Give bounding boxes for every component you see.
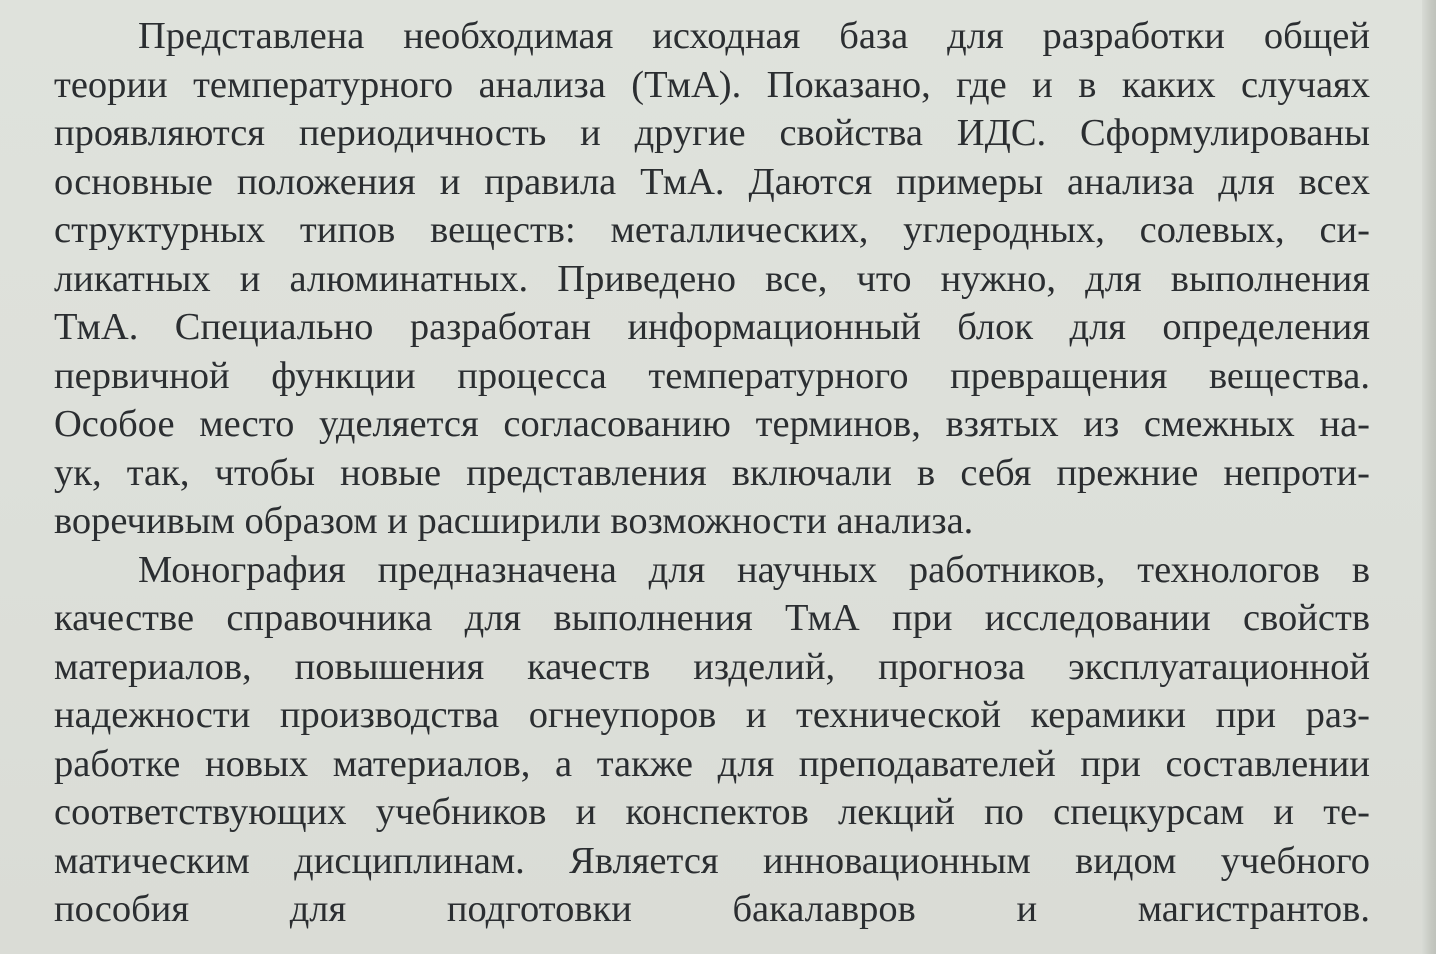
annotation-text	[54, 12, 1370, 954]
text-line: структурных типов веществ: металлических, углеродных, солевых, си-	[54, 209, 1370, 251]
text-line: ук, так, чтобы новые представления включали в себя прежние непроти-	[54, 451, 1370, 494]
text-line: Представлена необходимая исходная база для разработки общей	[138, 15, 1370, 57]
text-line: ТмА. Специально разработан информационный блок для определения	[54, 306, 1370, 348]
text-line	[54, 934, 1370, 954]
paragraph-2	[54, 546, 1370, 954]
text-line: первичной функции процесса температурного превращения вещества.	[54, 354, 1370, 397]
text-line: ликатных и алюминатных. Приведено все, что нужно, для выполнения	[54, 257, 1370, 300]
text-line: воречивым образом и расширили возможности анализа.	[54, 500, 974, 542]
text-line: качестве справочника для выполнения ТмА при исследовании свойств	[54, 597, 1370, 639]
text-line: проявляются периодичность и другие свойства ИДС. Сформулированы	[54, 112, 1370, 154]
text-line: соответствующих учебников и конспектов лекций по спецкурсам и те-	[54, 791, 1370, 833]
page-edge-shadow	[1422, 0, 1436, 954]
text-line: Монография предназначена для научных работников, технологов в	[138, 548, 1370, 591]
text-line: Особое место уделяется согласованию терминов, взятых из смежных на-	[54, 403, 1370, 445]
text-line: теории температурного анализа (ТмА). Показано, где и в каких случаях	[54, 63, 1370, 106]
paragraph-1	[54, 12, 1370, 546]
text-line: надежности производства огнеупоров и технической керамики при раз-	[54, 694, 1370, 736]
text-line: работке новых материалов, а также для преподавателей при составлении	[54, 742, 1370, 785]
text-line: матическим дисциплинам. Является инновационным видом учебного	[54, 839, 1370, 882]
text-line: материалов, повышения качеств изделий, прогноза эксплуатационной	[54, 645, 1370, 688]
text-line: основные положения и правила ТмА. Даются примеры анализа для всех	[54, 160, 1370, 203]
text-line: пособия для подготовки бакалавров и магистрантов.	[54, 888, 1370, 930]
